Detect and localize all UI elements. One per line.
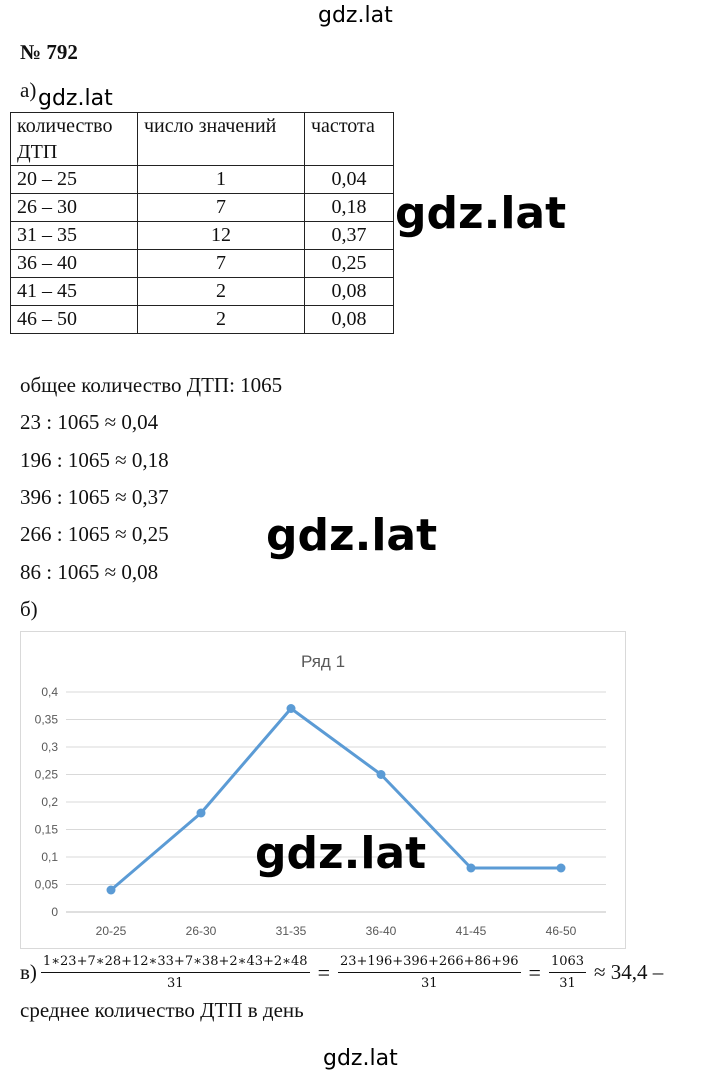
watermark-bottom: gdz.lat (323, 1046, 398, 1071)
y-tick-label: 0,35 (34, 712, 58, 727)
y-tick-label: 0 (51, 905, 58, 919)
cell-frequency: 0,04 (305, 166, 394, 194)
table-header-row (11, 113, 394, 166)
data-point (197, 809, 206, 818)
data-point (107, 886, 116, 895)
header-values: число значений (138, 113, 305, 166)
cell-range: 31 – 35 (11, 222, 138, 250)
cell-frequency: 0,08 (305, 306, 394, 334)
result-value: ≈ 34,4 – (594, 960, 664, 984)
x-tick-label: 41-45 (455, 924, 487, 938)
table-row (11, 306, 394, 334)
cell-count: 1 (138, 166, 305, 194)
cell-range: 41 – 45 (11, 278, 138, 306)
fraction-total (549, 954, 586, 991)
x-tick-label: 26-30 (185, 924, 217, 938)
cell-count: 7 (138, 194, 305, 222)
exercise-number: № 792 (20, 40, 78, 64)
header-count: количество ДТП (11, 113, 138, 166)
fraction-denominator: 31 (166, 976, 184, 991)
part-c-label: в) (20, 960, 37, 984)
part-b-label: б) (20, 597, 38, 621)
frequency-table (10, 112, 394, 334)
line-chart (21, 632, 625, 948)
chart-container (20, 631, 626, 949)
cell-range: 36 – 40 (11, 250, 138, 278)
watermark-right: gdz.lat (395, 188, 567, 239)
fraction-denominator: 31 (420, 976, 438, 991)
y-tick-label: 0,15 (34, 822, 58, 837)
table-row (11, 166, 394, 194)
cell-frequency: 0,25 (305, 250, 394, 278)
y-tick-label: 0,3 (41, 740, 58, 754)
cell-count: 2 (138, 306, 305, 334)
data-point (557, 864, 566, 873)
average-formula (20, 954, 663, 991)
chart-title: Ряд 1 (300, 652, 346, 671)
x-tick-label: 36-40 (365, 924, 397, 938)
watermark-middle: gdz.lat (266, 510, 438, 561)
fraction-sum-values (338, 954, 521, 991)
fraction-numerator: 1∗23+7∗28+12∗33+7∗38+2∗43+2∗48 (41, 954, 310, 973)
y-tick-label: 0,25 (34, 767, 58, 782)
table-row (11, 222, 394, 250)
calc-line: 196 : 1065 ≈ 0,18 (20, 448, 169, 472)
cell-count: 12 (138, 222, 305, 250)
calc-line: 396 : 1065 ≈ 0,37 (20, 485, 169, 509)
y-tick-label: 0,05 (34, 877, 58, 892)
watermark-table: gdz.lat (38, 86, 113, 111)
fraction-numerator: 1063 (549, 954, 586, 973)
table-row (11, 194, 394, 222)
data-point (377, 770, 386, 779)
cell-count: 7 (138, 250, 305, 278)
fraction-denominator: 31 (559, 976, 576, 991)
table-row (11, 250, 394, 278)
calc-line: 266 : 1065 ≈ 0,25 (20, 522, 169, 546)
fraction-sum-products (41, 954, 310, 991)
total-accidents-line: общее количество ДТП: 1065 (20, 373, 283, 397)
data-point (287, 704, 296, 713)
header-frequency: частота (305, 113, 394, 166)
equals-sign: = (528, 959, 541, 985)
fraction-numerator: 23+196+396+266+86+96 (338, 954, 521, 973)
cell-frequency: 0,18 (305, 194, 394, 222)
calc-line: 23 : 1065 ≈ 0,04 (20, 410, 159, 434)
y-tick-label: 0,1 (41, 850, 58, 864)
data-point (467, 864, 476, 873)
equals-sign: = (317, 959, 330, 985)
part-a-label: а) (20, 78, 37, 102)
cell-range: 46 – 50 (11, 306, 138, 334)
y-tick-label: 0,2 (41, 795, 58, 809)
table-row (11, 278, 394, 306)
watermark-chart: gdz.lat (255, 828, 427, 879)
cell-count: 2 (138, 278, 305, 306)
watermark-top: gdz.lat (318, 3, 393, 28)
average-caption: среднее количество ДТП в день (20, 998, 304, 1022)
cell-frequency: 0,37 (305, 222, 394, 250)
calc-line: 86 : 1065 ≈ 0,08 (20, 560, 159, 584)
y-tick-label: 0,4 (41, 685, 58, 699)
x-tick-label: 31-35 (275, 924, 307, 938)
cell-range: 26 – 30 (11, 194, 138, 222)
cell-frequency: 0,08 (305, 278, 394, 306)
x-tick-label: 46-50 (545, 924, 577, 938)
x-tick-label: 20-25 (95, 924, 127, 938)
cell-range: 20 – 25 (11, 166, 138, 194)
